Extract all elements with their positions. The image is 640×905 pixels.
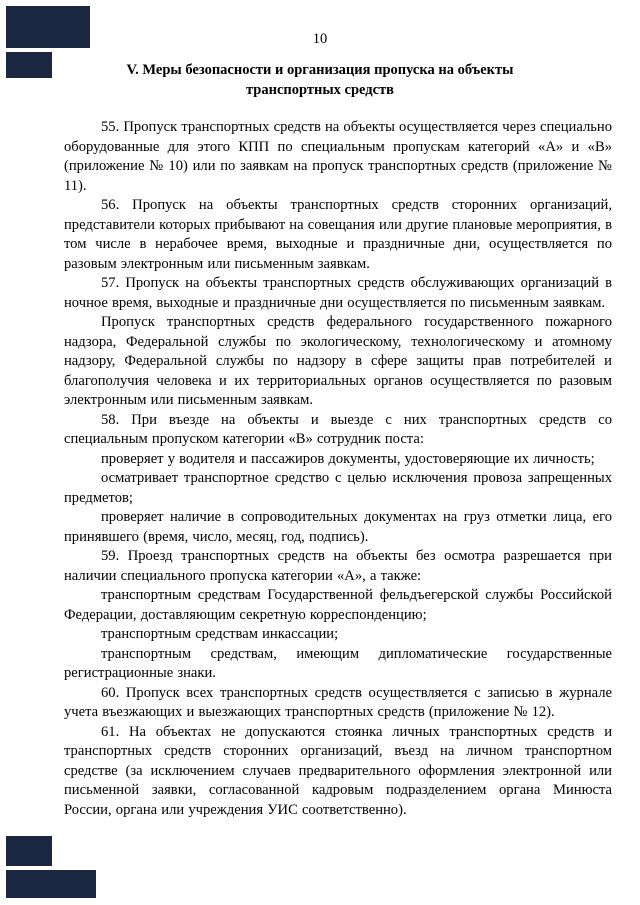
paragraph: 56. Пропуск на объекты транспортных средств сторонних организаций, представители которых прибывают на совещания или другие плановые мероприятия, в том числе в нерабочее время, выходные и праздничные дни, осуществляется по разовым электронным или письменным заявкам. — [64, 197, 612, 272]
paragraph: транспортным средствам инкассации; — [101, 626, 339, 642]
page-number: 10 — [312, 31, 328, 47]
paragraph: проверяет у водителя и пассажиров документы, удостоверяющие их личность; — [101, 450, 595, 467]
paragraph: транспортным средствам Государственной фельдъегерской службы Российской Федерации, доставляющим секретную корреспонденцию; — [64, 587, 612, 623]
paragraph: 58. При въезде на объекты и выезде с них транспортных средств со специальным пропуском категории «В» сотрудник поста: — [64, 411, 612, 447]
paragraph: 60. Пропуск всех транспортных средств осуществляется с записью в журнале учета въезжающих и выезжающих транспортных средств (приложение № 12). — [64, 684, 612, 720]
section-heading-line1: V. Меры безопасности и организация пропуска на объекты — [126, 62, 514, 78]
paragraph: транспортным средствам, имеющим дипломатические государственные регистрационные знаки. — [64, 645, 612, 681]
scan-artifact-bottom-left-2 — [6, 870, 96, 898]
scan-artifact-top-left-2 — [6, 52, 52, 78]
paragraph: 55. Пропуск транспортных средств на объекты осуществляется через специально оборудованные для этого КПП по специальным пропускам категорий «А» и «В» (приложение № 10) или по заявкам на пропуск транспортных средств (приложение № 11). — [64, 119, 612, 194]
document-body — [64, 118, 612, 820]
section-heading — [70, 60, 570, 100]
scan-artifact-bottom-left-1 — [6, 836, 52, 866]
section-heading-line2: транспортных средств — [245, 82, 395, 98]
paragraph: осматривает транспортное средство с целью исключения провоза запрещенных предметов; — [64, 470, 612, 506]
paragraph: Пропуск транспортных средств федерального государственного пожарного надзора, Федеральной службы по экологическому, технологическому и атомному надзору, Федеральной службы по надзору в сфере защиты прав потребителей и благополучия человека и их территориальных органов осуществляется по разовым электронным или письменным заявкам. — [64, 314, 612, 408]
paragraph: 59. Проезд транспортных средств на объекты без осмотра разрешается при наличии специального пропуска категории «А», а также: — [64, 548, 612, 584]
paragraph: проверяет наличие в сопроводительных документах на груз отметки лица, его принявшего (время, число, месяц, год, подпись). — [64, 509, 612, 545]
paragraph: 61. На объектах не допускаются стоянка личных транспортных средств и транспортных средств сторонних организаций, въезд на личном транспортном средстве (за исключением случаев предварительного оформления электронной или письменной заявки, согласованной кадровым подразделением органа Минюста России, органа или учреждения УИС соответственно). — [64, 723, 612, 818]
scan-artifact-top-left-1 — [6, 6, 90, 48]
paragraph: 57. Пропуск на объекты транспортных средств обслуживающих организаций в ночное время, выходные и праздничные дни осуществляется по письменным заявкам. — [64, 275, 612, 311]
